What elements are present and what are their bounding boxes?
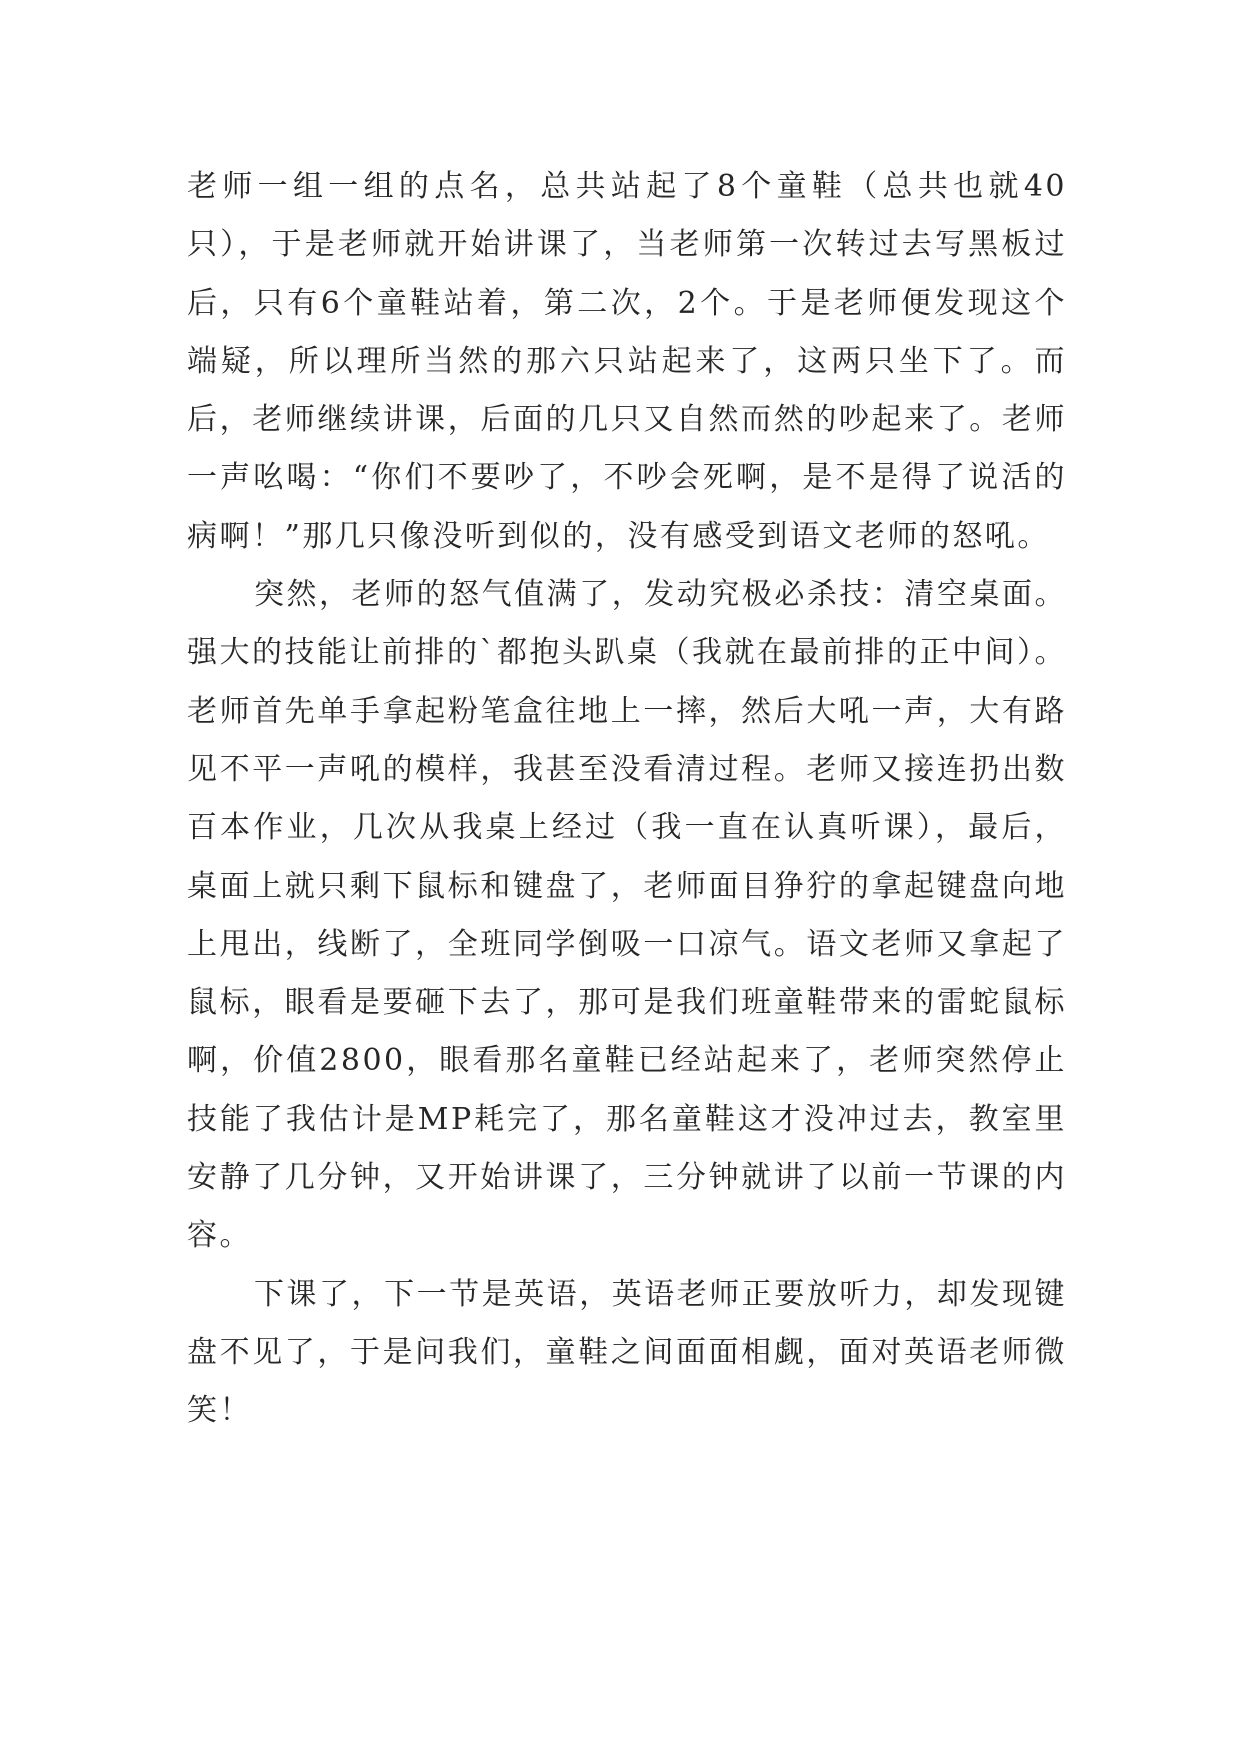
- paragraph-3: 下课了，下一节是英语，英语老师正要放听力，却发现键盘不见了，于是问我们，童鞋之间面面相觑，面对英语老师微笑！: [187, 1276, 1067, 1429]
- paragraph-2: 突然，老师的怒气值满了，发动究极必杀技：清空桌面。强大的技能让前排的`都抱头趴桌（我就在最前排的正中间）。老师首先单手拿起粉笔盒往地上一摔，然后大吼一声，大有路见不平一声吼的模样，我甚至没看清过程。老师又接连扔出数百本作业，几次从我桌上经过（我一直在认真听课），最后，桌面上就只剩下鼠标和键盘了，老师面目狰狞的拿起键盘向地上甩出，线断了，全班同学倒吸一口凉气。语文老师又拿起了鼠标，眼看是要砸下去了，那可是我们班童鞋带来的雷蛇鼠标啊，价值2800，眼看那名童鞋已经站起来了，老师突然停止技能了我估计是MP耗完了，那名童鞋这才没冲过去，教室里安静了几分钟，又开始讲课了，三分钟就讲了以前一节课的内容。: [187, 577, 1067, 1254]
- paragraph-1: 老师一组一组的点名，总共站起了8个童鞋（总共也就40只），于是老师就开始讲课了，当老师第一次转过去写黑板过后，只有6个童鞋站着，第二次，2个。于是老师便发现这个端疑，所以理所当然的那六只站起来了，这两只坐下了。而后，老师继续讲课，后面的几只又自然而然的吵起来了。老师一声吆喝：“你们不要吵了，不吵会死啊，是不是得了说活的病啊！”那几只像没听到似的，没有感受到语文老师的怒吼。: [187, 169, 1067, 554]
- document-body: [187, 158, 1067, 1441]
